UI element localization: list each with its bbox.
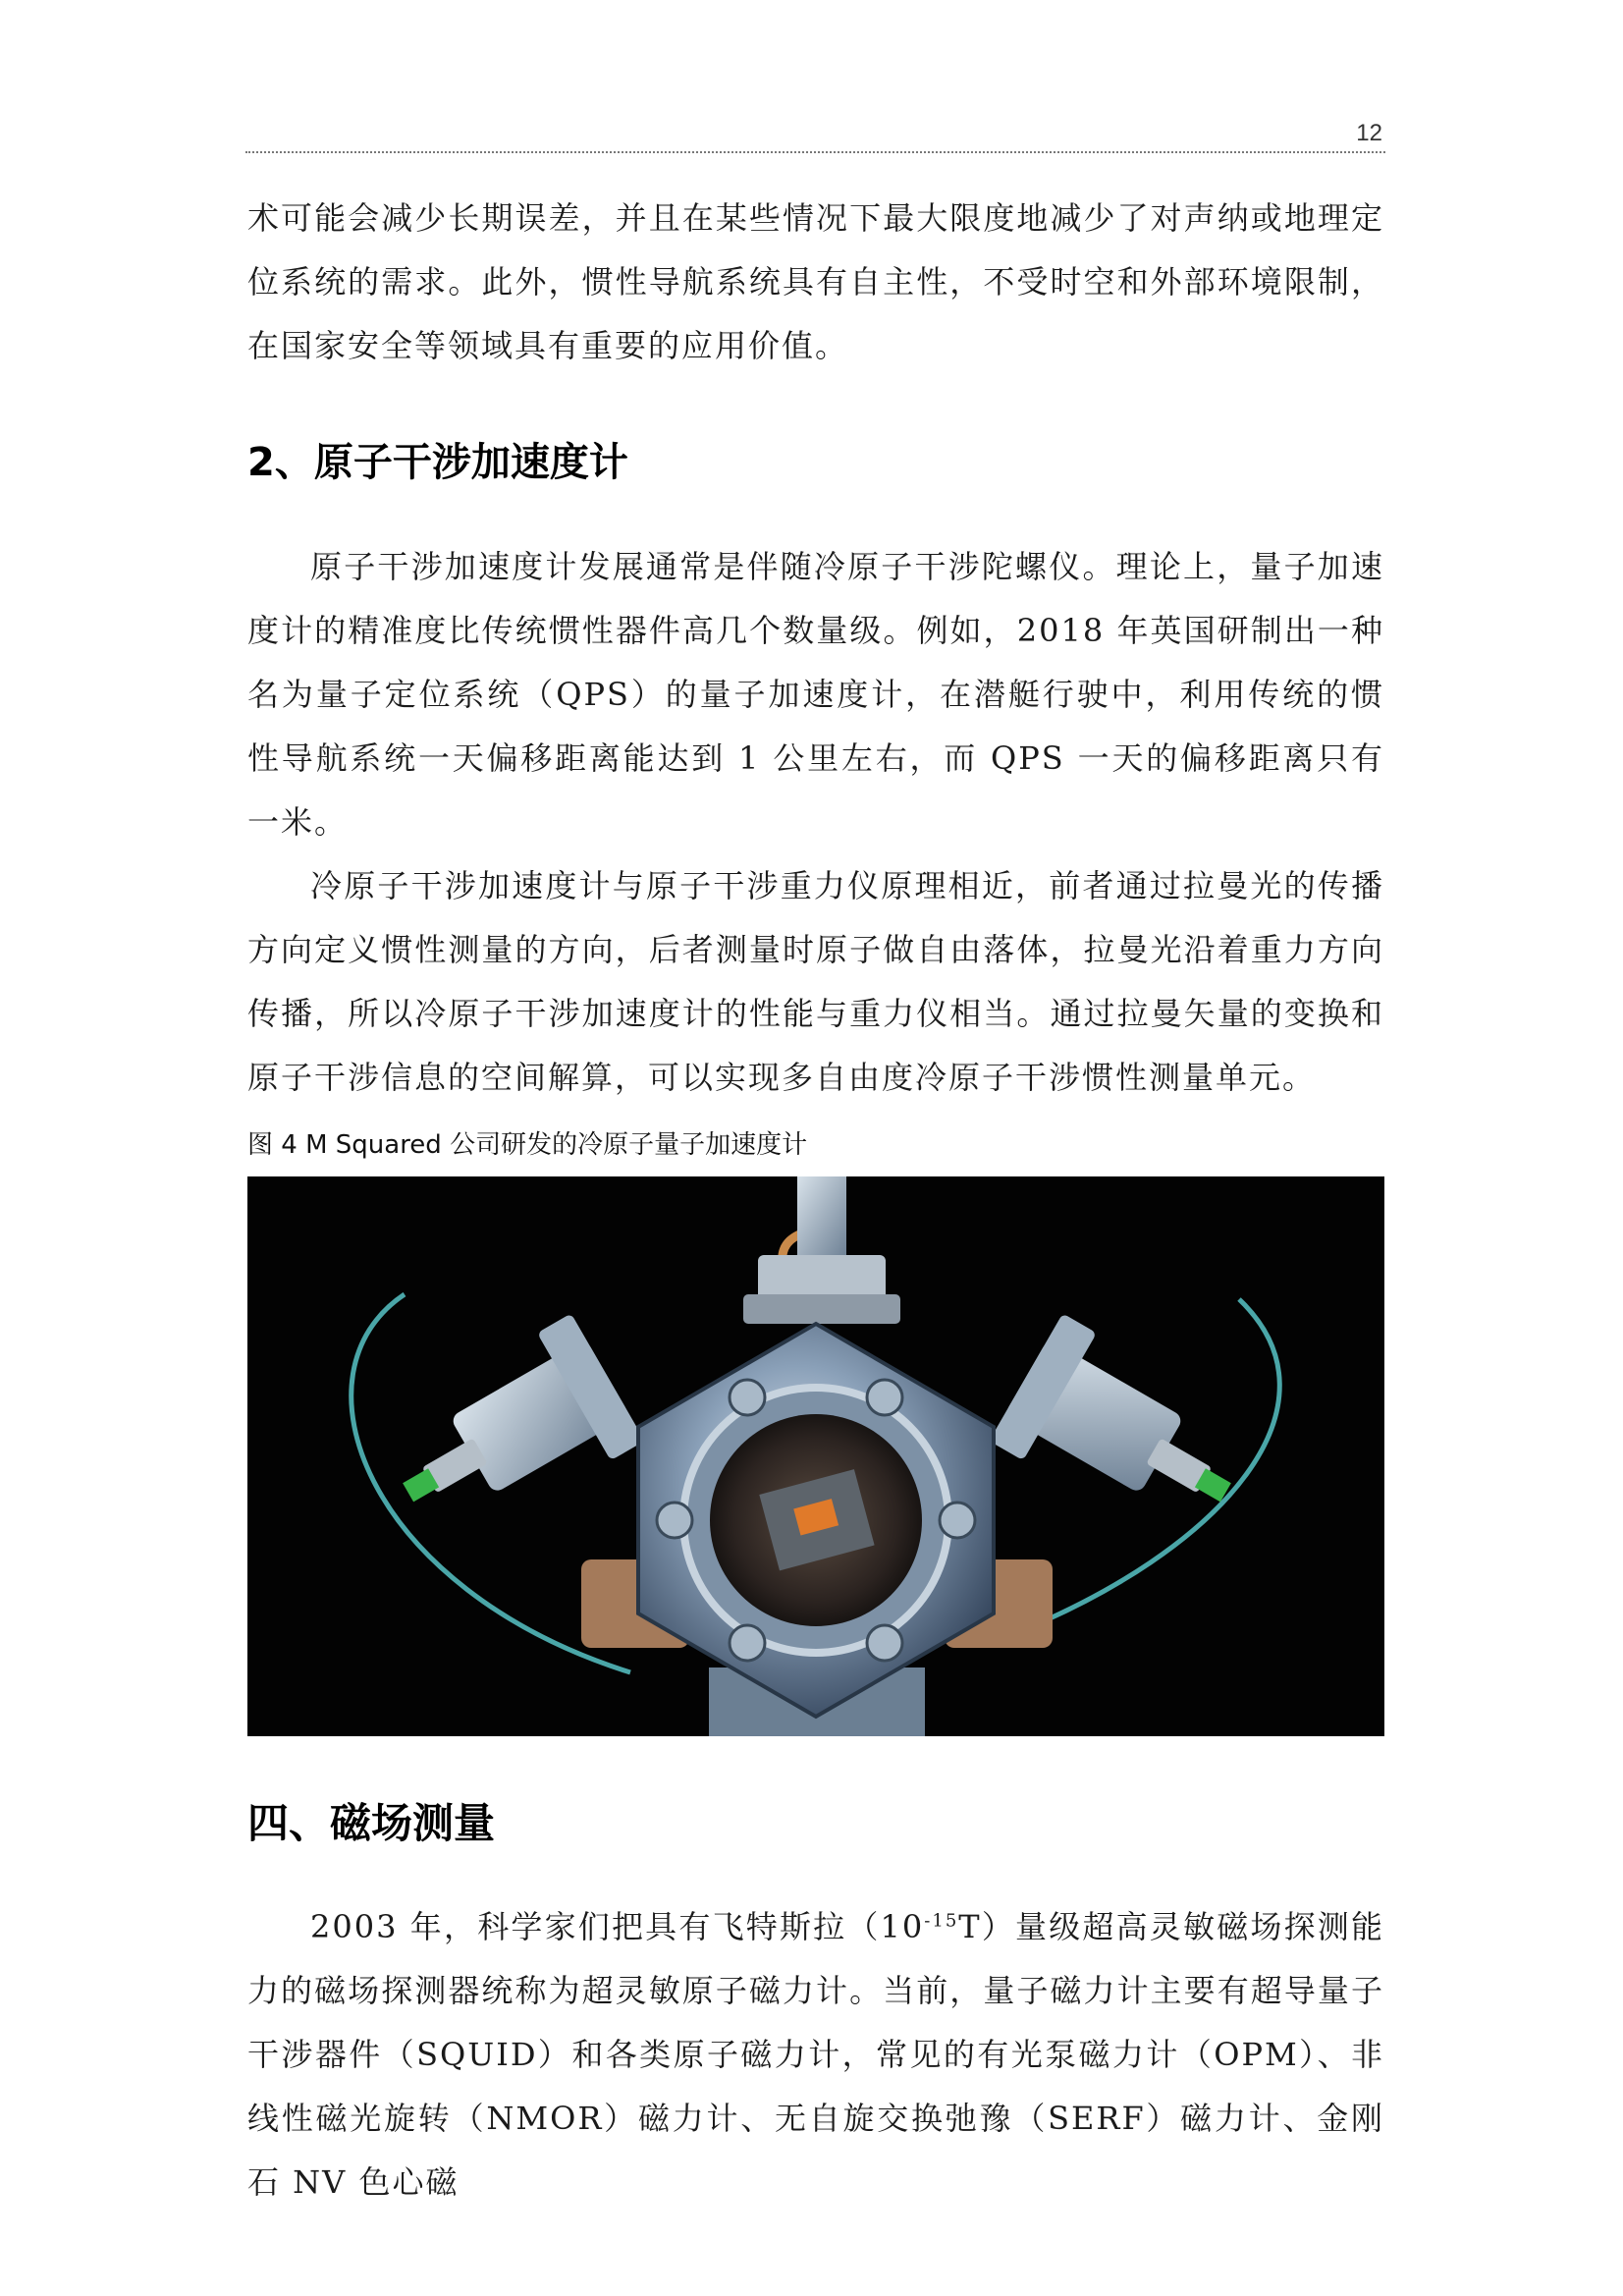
body-paragraph <box>247 1895 1384 2214</box>
section-heading-magnetic-field-measurement: 四、磁场测量 <box>247 1799 496 1847</box>
page-content <box>247 187 1384 2214</box>
figure-photo-quantum-accelerometer <box>247 1176 1384 1736</box>
section-heading-atom-interferometry-accelerometer: 2、原子干涉加速度计 <box>247 440 628 485</box>
page-number: 12 <box>1356 120 1382 146</box>
text-run: T）量级超高灵敏磁场探测能力的磁场探测器统称为超灵敏原子磁力计。当前，量子磁力计主要有超导量子干涉器件（SQUID）和各类原子磁力计，常见的有光泵磁力计（OPM）、非线性磁光旋转（NMOR）磁力计、无自旋交换弛豫（SERF）磁力计、金刚石 NV 色心磁 <box>247 1908 1384 2201</box>
superscript-exponent: -15 <box>924 1910 959 1932</box>
text-run: 2003 年，科学家们把具有飞特斯拉（10 <box>310 1908 925 1945</box>
body-paragraph: 原子干涉加速度计发展通常是伴随冷原子干涉陀螺仪。理论上，量子加速度计的精准度比传统惯性器件高几个数量级。例如，2018 年英国研制出一种名为量子定位系统（QPS）的量子加速度计，在潜艇行驶中，利用传统的惯性导航系统一天偏移距离能达到 1 公里左右，而 QPS 一天的偏移距离只有一米。 <box>247 548 1384 841</box>
header-divider <box>245 151 1385 153</box>
figure-caption: 图 4 M Squared 公司研发的冷原子量子加速度计 <box>247 1130 808 1160</box>
intro-paragraph: 术可能会减少长期误差，并且在某些情况下最大限度地减少了对声纳或地理定位系统的需求。此外，惯性导航系统具有自主性，不受时空和外部环境限制，在国家安全等领域具有重要的应用价值。 <box>247 199 1384 364</box>
body-paragraph: 冷原子干涉加速度计与原子干涉重力仪原理相近，前者通过拉曼光的传播方向定义惯性测量的方向，后者测量时原子做自由落体，拉曼光沿着重力方向传播，所以冷原子干涉加速度计的性能与重力仪相当。通过拉曼矢量的变换和原子干涉信息的空间解算，可以实现多自由度冷原子干涉惯性测量单元。 <box>247 867 1384 1096</box>
